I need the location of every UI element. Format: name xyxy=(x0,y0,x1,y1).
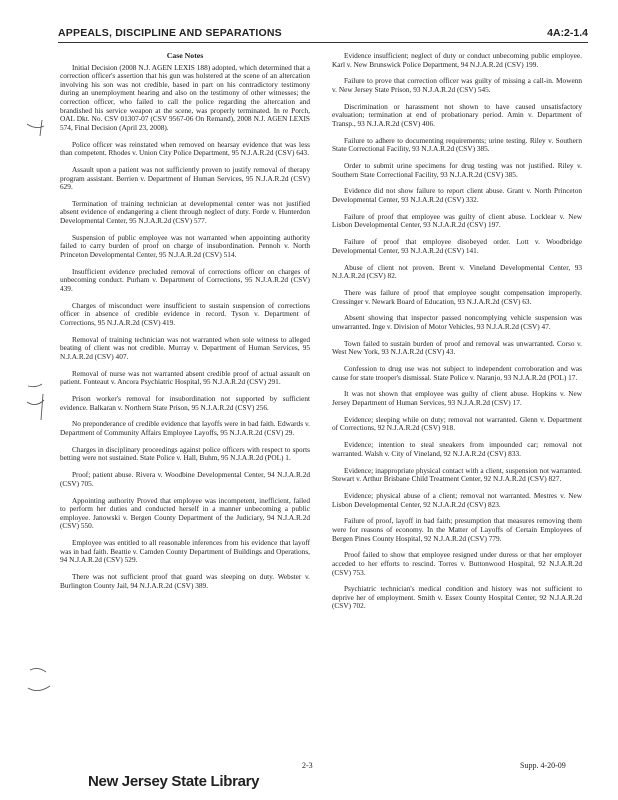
case-note: Absent showing that inspector passed noncomplying vehicle suspension was unwarranted. Inge v. Division of Motor Vehicles, 93 N.J.A.R.2d (CSV) 47. xyxy=(332,313,582,331)
case-notes-heading: Case Notes xyxy=(166,51,204,60)
library-watermark: New Jersey State Library xyxy=(88,773,260,790)
case-note: Employee was entitled to all reasonable inferences from his evidence that layoff was in bad faith. Beattie v. Camden County Department of Buildings and Operations, 94 N.J.A.R.2d (CSV) 529. xyxy=(60,538,310,565)
page-number: 2-3 xyxy=(302,761,313,770)
case-note: Termination of training technician at developmental center was not justified absent evidence of endangering a client through neglect of duty. Forde v. Hunterdon Developmental Center, 95 N.J.A.R.2d (CSV) 577. xyxy=(60,198,310,226)
case-note: Removal of nurse was not warranted absent credible proof of actual assault on patient. Fonteaut v. Ancora Psychiatric Hospital, 95 N.J.A.R.2d (CSV) 291. xyxy=(60,368,310,387)
case-note: Failure of proof that employee was guilty of client abuse. Locklear v. New Lisbon Developmental Center, 93 N.J.A.R.2d (CSV) 197. xyxy=(332,211,582,230)
chapter-title: APPEALS, DISCIPLINE AND SEPARATIONS xyxy=(58,27,282,39)
case-note: Proof; patient abuse. Rivera v. Woodbine Developmental Center, 94 N.J.A.R.2d (CSV) 705. xyxy=(60,470,310,488)
supplement-date: Supp. 4-20-09 xyxy=(520,761,566,770)
case-note: There was failure of proof that employee sought compensation improperly. Cressinger v. Newark Board of Education, 93 N.J.A.R.2d (CSV) 63. xyxy=(332,287,582,306)
case-note: Town failed to sustain burden of proof and removal was unwarranted. Corso v. West New York, 93 N.J.A.R.2d (CSV) 43. xyxy=(332,338,582,357)
case-note: Police officer was reinstated when removed on hearsay evidence that was less than competent. Rhodes v. Union City Police Department, 95 N.J.A.R.2d (CSV) 643. xyxy=(60,139,310,158)
case-note: Failure to adhere to documenting requirements; urine testing. Riley v. Southern State Correctional Facility, 93 N.J.A.R.2d (CSV) 385. xyxy=(332,135,582,154)
case-note: Psychiatric technician's medical condition and history was not sufficient to deprive her of employment. Smith v. Essex County Hospital Center, 92 N.J.A.R.2d (CSV) 702. xyxy=(332,584,582,611)
case-note: Evidence; physical abuse of a client; removal not warranted. Mestres v. New Lisbon Developmental Center, 92 N.J.A.R.2d (CSV) 823. xyxy=(332,490,582,509)
right-column xyxy=(332,52,582,619)
case-note: Assault upon a patient was not sufficiently proven to justify removal of therapy program assistant. Berrien v. Department of Human Services, 95 N.J.A.R.2d (CSV) 629. xyxy=(60,164,310,192)
case-note: Charges of misconduct were insufficient to sustain suspension of corrections officer in absence of credible evidence in record. Tyson v. Department of Corrections, 95 N.J.A.R.2d (CSV) 419. xyxy=(60,300,310,327)
header-rule xyxy=(58,42,588,43)
case-note: Evidence insufficient; neglect of duty or conduct unbecoming public employee. Karl v. New Brunswick Police Department, 94 N.J.A.R.2d (CSV) 199. xyxy=(332,51,582,69)
margin-pen-mark-1-icon xyxy=(24,108,54,148)
section-number: 4A:2-1.4 xyxy=(547,27,588,39)
case-note: No preponderance of credible evidence that layoffs were in bad faith. Edwards v. Department of Community Affairs Employee Layoffs, 95 N.J.A.R.2d (CSV) 29. xyxy=(60,419,310,438)
case-note: Removal of training technician was not warranted when sole witness to alleged beating of client was not credible. Murray v. Department of Human Services, 95 N.J.A.R.2d (CSV) 407. xyxy=(60,334,310,361)
running-header xyxy=(58,27,588,41)
case-note: Evidence; inappropriate physical contact with a client, suspension not warranted. Stewart v. Arthur Brisbane Child Treatment Center, 92 N.J.A.R.2d (CSV) 827. xyxy=(332,465,582,484)
case-note: Suspension of public employee was not warranted when appointing authority failed to carry burden of proof on charge of insubordination. Pennoh v. North Princeton Developmental Center, 95 N.J.A.R.2d (CSV) 514. xyxy=(60,232,310,260)
case-note: Order to submit urine specimens for drug testing was not justified. Riley v. Southern State Correctional Facility, 93 N.J.A.R.2d (CSV) 385. xyxy=(332,161,582,179)
case-note: Failure of proof that employee disobeyed order. Lott v. Woodbridge Developmental Center, 93 N.J.A.R.2d (CSV) 141. xyxy=(332,237,582,255)
case-note: Evidence did not show failure to report client abuse. Grant v. North Princeton Developmental Center, 93 N.J.A.R.2d (CSV) 332. xyxy=(332,186,582,205)
case-note: Initial Decision (2008 N.J. AGEN LEXIS 188) adopted, which determined that a correction officer's assertion that his gun was holstered at the scene of an altercation involving his son was not credible, based in part on his contradictory testimony during an unemployment hearing and also on the testimony of other witnesses; the correction officer, who failed to call the police regarding the altercation and brandished his service weapon at the scene, was properly terminated. In re Porch, OAL Dkt. No. CSV 01307-07 (CSV 9567-06 On Remand), 2008 N.J. AGEN LEXIS 574, Final Decision (April 23, 2008). xyxy=(60,62,310,132)
case-note: Prison worker's removal for insubordination not supported by sufficient evidence. Balkaran v. Northern State Prison, 95 N.J.A.R.2d (CSV) 256. xyxy=(60,394,310,412)
margin-pen-mark-3-icon xyxy=(24,662,58,698)
case-note: Abuse of client not proven. Brent v. Vineland Developmental Center, 93 N.J.A.R.2d (CSV) 82. xyxy=(332,262,582,281)
case-note: Confession to drug use was not subject to independent corroboration and was cause for state trooper's dismissal. State Police v. Naranjo, 93 N.J.A.R.2d (POL) 17. xyxy=(332,364,582,382)
case-note: It was not shown that employee was guilty of client abuse. Hopkins v. New Jersey Department of Human Services, 93 N.J.A.R.2d (CSV) 17. xyxy=(332,389,582,408)
left-column xyxy=(60,52,310,599)
case-note: Insufficient evidence precluded removal of corrections officer on charges of unbecoming conduct. Purham v. Department of Corrections, 95 N.J.A.R.2d (CSV) 439. xyxy=(60,266,310,293)
case-note: Failure of proof, layoff in bad faith; presumption that measures removing them were for reasons of economy. In the Matter of Layoffs of Certain Employees of Bergen Pines County Hospital, 92 N.J.A.R.2d (CSV) 779. xyxy=(332,516,582,543)
case-note: Charges in disciplinary proceedings against police officers with respect to sports betting were not sustained. State Police v. Hall, Buhm, 95 N.J.A.R.2d (POL) 1. xyxy=(60,444,310,463)
case-note: Evidence; sleeping while on duty; removal not warranted. Glenn v. Department of Corrections, 92 N.J.A.R.2d (CSV) 918. xyxy=(332,414,582,433)
case-note: Evidence; intention to steal sneakers from impounded car; removal not warranted. Walsh v. City of Vineland, 92 N.J.A.R.2d (CSV) 833. xyxy=(332,440,582,458)
margin-pen-mark-2-icon xyxy=(24,380,54,430)
case-note: Discrimination or harassment not shown to have caused unsatisfactory evaluation; termination at end of probationary period. Amin v. Department of Transp., 93 N.J.A.R.2d (CSV) 406. xyxy=(332,101,582,128)
case-note: There was not sufficient proof that guard was sleeping on duty. Webster v. Burlington County Jail, 94 N.J.A.R.2d (CSV) 389. xyxy=(60,572,310,590)
case-note: Appointing authority Proved that employee was incompetent, inefficient, failed to perform her duties and conducted herself in a manner unbecoming a public employee. Janowski v. Bergen County Department of the Judiciary, 94 N.J.A.R.2d (CSV) 550. xyxy=(60,495,310,531)
case-note: Failure to prove that correction officer was guilty of missing a call-in. Mowenn v. New Jersey State Prison, 93 N.J.A.R.2d (CSV) 545. xyxy=(332,76,582,94)
case-note: Proof failed to show that employee resigned under duress or that her employer acceded to her efforts to rescind. Torres v. Buttonwood Hospital, 92 N.J.A.R.2d (CSV) 753. xyxy=(332,550,582,577)
